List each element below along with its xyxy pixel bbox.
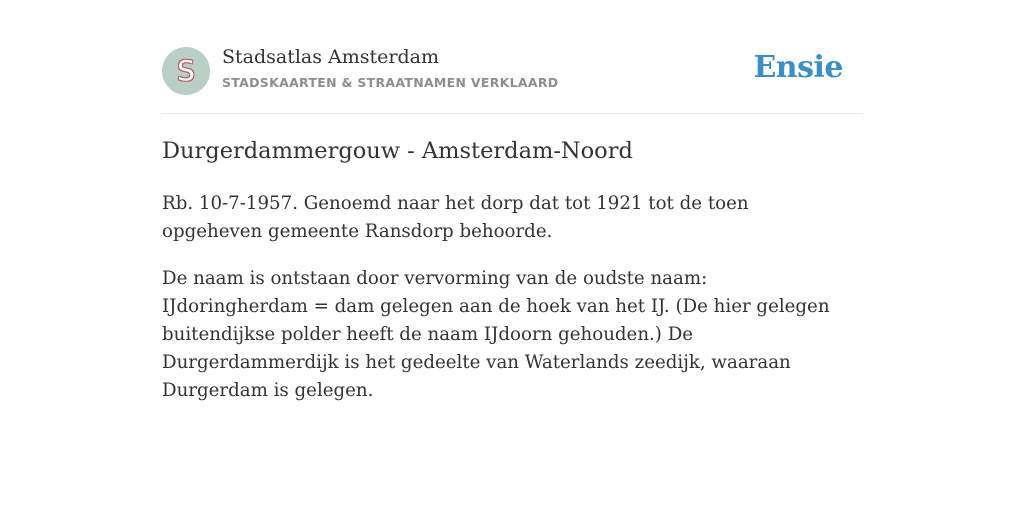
site-title[interactable]: Stadsatlas Amsterdam: [222, 46, 440, 68]
article-paragraph: De naam is ontstaan door vervorming van de oudste naam: IJdoringherdam = dam gelegen aan de hoek van het IJ. (De hier gelegen buitendijkse polder heeft de naam IJdoorn gehouden.) De Durgerdammerdijk is het gedeelte van Waterlands zeedijk, waaraan Durgerdam is gelegen.: [162, 268, 830, 401]
site-subtitle: STADSKAARTEN & STRAATNAMEN VERKLAARD: [222, 75, 559, 90]
page-wrapper: [162, 0, 862, 401]
article-paragraph: Rb. 10-7-1957. Genoemd naar het dorp dat tot 1921 tot de toen opgeheven gemeente Ransdorp behoorde.: [162, 193, 749, 242]
article-body: [162, 190, 852, 424]
site-avatar[interactable]: S: [162, 47, 210, 95]
article-title: Durgerdammergouw - Amsterdam-Noord: [162, 138, 633, 164]
site-header: [162, 0, 862, 114]
ensie-logo[interactable]: Ensie: [753, 50, 843, 85]
